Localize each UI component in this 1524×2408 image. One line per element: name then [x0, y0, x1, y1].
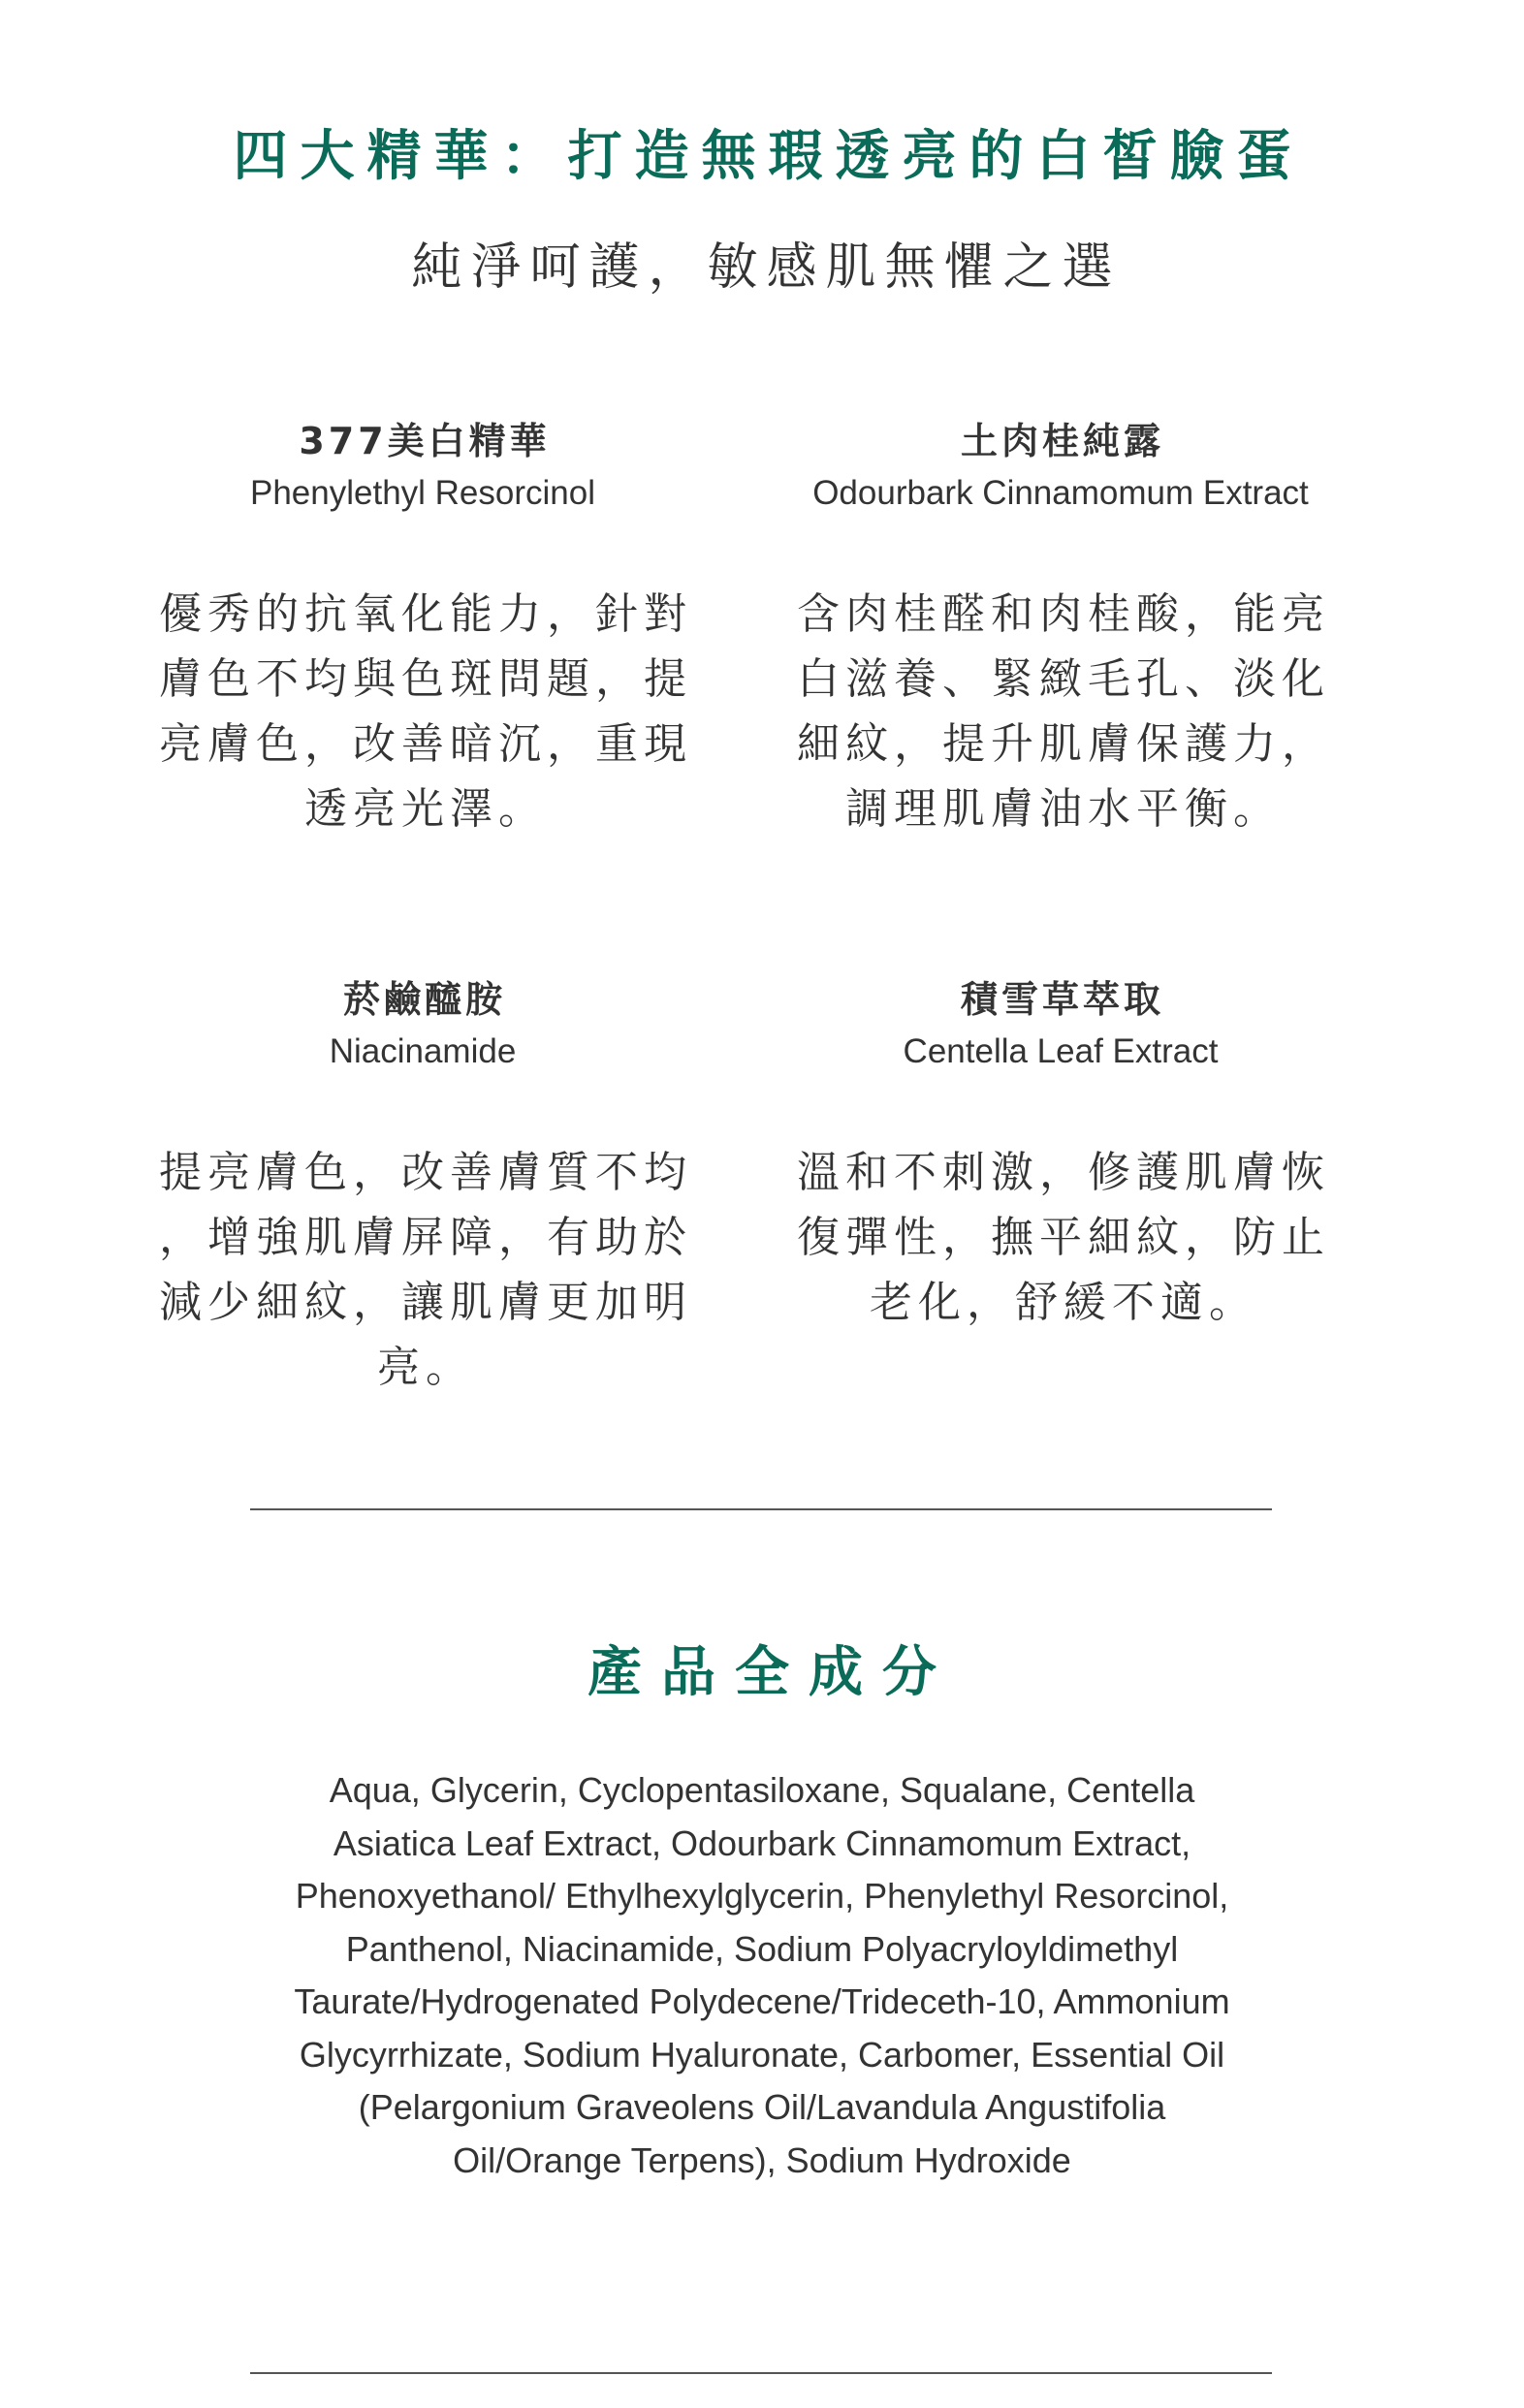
feature-card-centella-extract [770, 973, 1351, 1335]
feature-description [770, 582, 1351, 841]
feature-description [132, 582, 714, 841]
ingredients-line: Oil/Orange Terpens), Sodium Hydroxide [453, 2139, 1071, 2180]
ingredients-line: Phenoxyethanol/ Ethylhexylglycerin, Phenylethyl Resorcinol, [295, 1876, 1229, 1916]
feature-name: 菸鹼醯胺 [342, 978, 506, 1021]
feature-description [770, 1140, 1351, 1335]
feature-english-name: Centella Leaf Extract [903, 1032, 1219, 1070]
feature-name: 土肉桂純露 [960, 420, 1164, 462]
description-line: 亮。 [377, 1343, 474, 1392]
description-line: 復彈性，撫平細紋，防止 [797, 1213, 1330, 1262]
description-line: 細紋，提升肌膚保護力， [797, 719, 1330, 769]
feature-card-niacinamide [132, 973, 714, 1400]
ingredients-title: 產品全成分 [587, 1641, 956, 1704]
section-divider [250, 2372, 1272, 2374]
section-divider [250, 1508, 1272, 1510]
feature-card-phenylethyl-resorcinol [132, 415, 714, 841]
description-line: 調理肌膚油水平衡。 [845, 784, 1282, 834]
feature-card-cinnamomum-extract [770, 415, 1351, 841]
description-line: 含肉桂醛和肉桂酸，能亮 [797, 589, 1330, 639]
description-line: 減少細紋，讓肌膚更加明 [159, 1278, 692, 1327]
feature-description [132, 1140, 714, 1400]
feature-english-name: Niacinamide [329, 1032, 517, 1070]
ingredients-line: (Pelargonium Graveolens Oil/Lavandula Angustifolia [358, 2087, 1166, 2127]
description-line: ，增強肌膚屏障，有助於 [159, 1213, 692, 1262]
description-line: 優秀的抗氧化能力，針對 [159, 589, 692, 639]
description-line: 亮膚色，改善暗沉，重現 [159, 719, 692, 769]
ingredients-line: Asiatica Leaf Extract, Odourbark Cinnamomum Extract, [333, 1822, 1191, 1863]
feature-english-name: Phenylethyl Resorcinol [249, 474, 595, 512]
description-line: 透亮光澤。 [304, 784, 547, 834]
description-line: 提亮膚色，改善膚質不均 [159, 1148, 692, 1197]
description-line: 老化，舒緩不適。 [870, 1278, 1257, 1327]
ingredients-list [0, 1764, 1524, 2187]
feature-name: 377美白精華 [299, 420, 551, 462]
page-subtitle: 純淨呵護，敏感肌無懼之選 [411, 238, 1122, 297]
feature-english-name: Odourbark Cinnamomum Extract [812, 474, 1309, 512]
description-line: 膚色不均與色斑問題，提 [159, 654, 692, 704]
ingredients-line: Aqua, Glycerin, Cyclopentasiloxane, Squalane, Centella [329, 1770, 1195, 1810]
feature-name: 積雪草萃取 [960, 978, 1164, 1021]
page-title: 四大精華：打造無瑕透亮的白皙臉蛋 [233, 125, 1304, 188]
description-line: 溫和不刺激，修護肌膚恢 [797, 1148, 1330, 1197]
description-line: 白滋養、緊緻毛孔、淡化 [797, 654, 1330, 704]
ingredients-line: Taurate/Hydrogenated Polydecene/Trideceth-10, Ammonium [294, 1981, 1230, 2021]
ingredients-line: Glycyrrhizate, Sodium Hyaluronate, Carbomer, Essential Oil [299, 2034, 1225, 2075]
ingredients-line: Panthenol, Niacinamide, Sodium Polyacryloyldimethyl [345, 1928, 1179, 1969]
